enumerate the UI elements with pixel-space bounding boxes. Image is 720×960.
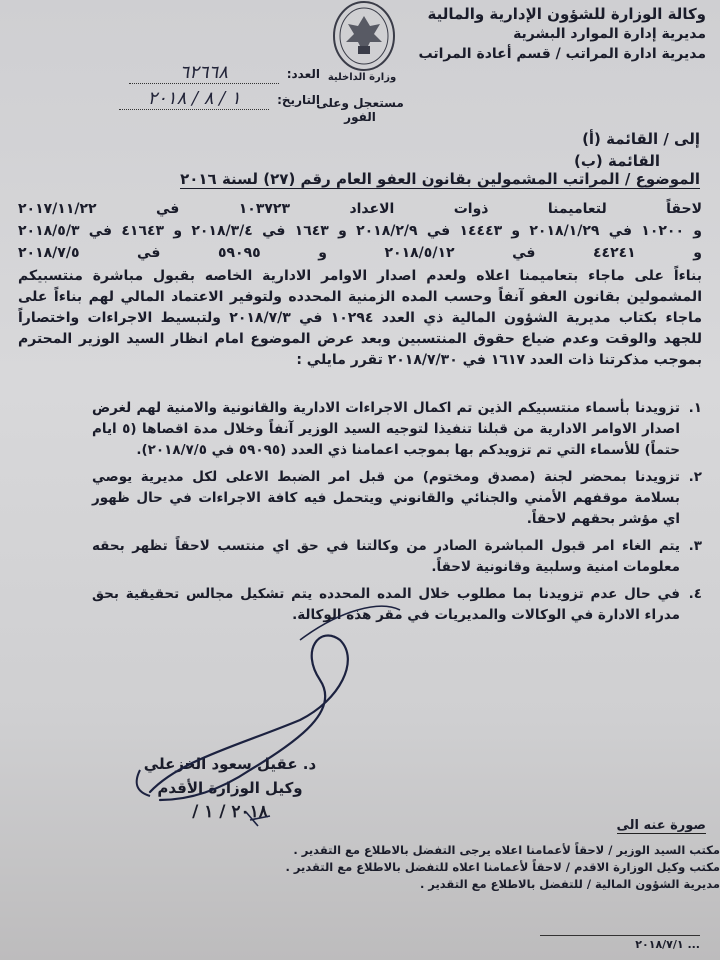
letterhead-department: مديرية ادارة المراتب / قسم أعادة المراتب xyxy=(418,46,706,62)
cc-line: مكتب السيد الوزير / لاحقاً لأعمامنا اعلاه يرجى التفضل بالاطلاع مع التقدير . xyxy=(293,843,720,857)
footer-note: ... ٢٠١٨/٧/١ xyxy=(540,935,700,951)
cc-line: مديرية الشؤون المالية / للتفضل بالاطلاع مع التقدير . xyxy=(419,877,720,891)
recipient-list-b: القائمة (ب) xyxy=(574,152,660,170)
signature-date: ٢٠١٨ / ١ / xyxy=(192,802,268,822)
letterhead xyxy=(406,4,706,64)
signatory-title: وكيل الوزارة الأقدم xyxy=(157,779,303,797)
reference-line-3: و ٤٤٢٤١ في ٢٠١٨/٥/١٢ و ٥٩٠٩٥ في ٢٠١٨/٧/٥ xyxy=(18,245,702,261)
cc-list xyxy=(250,842,720,893)
item-number: ٣. xyxy=(688,538,702,554)
item-text: تزويدنا بمحضر لجنة (مصدق ومختوم) من قبل امر الضبط الاعلى لكل مديرية يوصي بسلامة موقفهم الأمني والجنائي والقانوني ويتحمل فيه كافة الاجراءات في حال ظهور اي مؤشر بحقهم لاحقاً. xyxy=(92,469,680,527)
urgency-note: مستعجل وعلى الفور xyxy=(316,96,404,124)
number-label: العدد: xyxy=(286,67,320,81)
ministry-emblem-icon xyxy=(318,0,410,78)
date-label: التاريخ: xyxy=(277,93,320,107)
reference-block xyxy=(20,62,320,114)
subject-text: الموضوع / المراتب المشمولين بقانون العفو العام رقم (٢٧) لسنة ٢٠١٦ xyxy=(180,170,700,188)
recipients xyxy=(100,128,700,172)
item-text: تزويدنا بأسماء منتسبيكم الذين تم اكمال الاجراءات الادارية والقانونية والامنية لهم لغرض اصدار الاوامر الادارية من قبلنا تنفيذا لتوجيه السيد الوزير آنفاً وخلال مدة اقصاها (٥ ايام حتماً) للأسماء التي تم تزويدكم بها بموجب اعمامنا ذي العدد (٥٩٠٩٥ في ٢٠١٨/٧/٥). xyxy=(92,400,680,458)
signatory-name: د. عقيل سعود الخزعلي xyxy=(143,755,317,773)
list-item xyxy=(12,398,702,461)
item-number: ١. xyxy=(688,400,702,416)
reference-paragraph xyxy=(18,198,702,264)
body-paragraph: بناءاً على ماجاء بتعاميمنا اعلاه ولعدم اصدار الاوامر الادارية الخاصه بقبول مباشرة منتسبيكم المشمولين بقانون العفو آنفاً وحسب المده الزمنية المحدده ولتوفير الاعتماد المالي لهم بناءاً على ماجاء بكتاب مديرية الشؤون المالية ذي العدد ١٠٢٩٤ في ٢٠١٨/٧/٣ ولتبسيط الاجراءات واختصاراً للجهد والوقت وعدم ضياع حقوق المنتسبين وبعد عرض الموضوع امام انظار السيد الوزير المحترم بموجب مذكرتنا ذات العدد ١٦١٧ في ٢٠١٨/٧/٣٠ تقرر مايلي : xyxy=(18,268,702,368)
recipient-list-a: إلى / القائمة (أ) xyxy=(582,130,700,148)
item-text: في حال عدم تزويدنا بما مطلوب خلال المده المحدده يتم تشكيل مجالس تحقيقية بحق مدراء الادارة في الوكالات والمديريات في مقر هذه الوكالة. xyxy=(92,586,680,623)
list-item xyxy=(12,584,702,626)
item-number: ٢. xyxy=(688,469,702,485)
decision-items xyxy=(12,398,702,632)
reference-line-1: لاحقاً لتعاميمنا ذوات الاعداد ١٠٣٧٢٣ في ٢٠١٧/١١/٢٢ xyxy=(18,201,702,217)
list-item xyxy=(12,467,702,530)
item-text: يتم الغاء امر قبول المباشرة الصادر من وكالتنا في حق اي منتسب لاحقاً تظهر بحقه معلومات امنية وسلبية وقانونية لاحقاً. xyxy=(92,538,680,575)
list-item xyxy=(12,536,702,578)
letterhead-directorate: مديرية إدارة الموارد البشرية xyxy=(513,26,706,42)
signature-block xyxy=(110,752,350,824)
cc-line: مكتب وكيل الوزارة الاقدم / لاحقاً لأعمامنا اعلاه للتفضل بالاطلاع مع التقدير . xyxy=(285,860,720,874)
date-value: ١ / ٨ / ٢٠١٨ xyxy=(119,88,269,110)
subject-line xyxy=(120,170,700,188)
reference-line-2: و ١٠٢٠٠ في ٢٠١٨/١/٢٩ و ١٤٤٤٣ في ٢٠١٨/٢/٩ و ١٦٤٣ في ٢٠١٨/٣/٤ و ٤١٦٤٣ في ٢٠١٨/٥/٣ xyxy=(18,223,702,239)
item-number: ٤. xyxy=(688,586,702,602)
letterhead-agency: وكالة الوزارة للشؤون الإدارية والمالية xyxy=(427,5,706,23)
number-value: ٦٢٦٦٨ xyxy=(129,62,279,84)
emblem-caption: وزارة الداخلية xyxy=(327,72,397,83)
cc-title: صورة عنه الى xyxy=(616,818,706,833)
